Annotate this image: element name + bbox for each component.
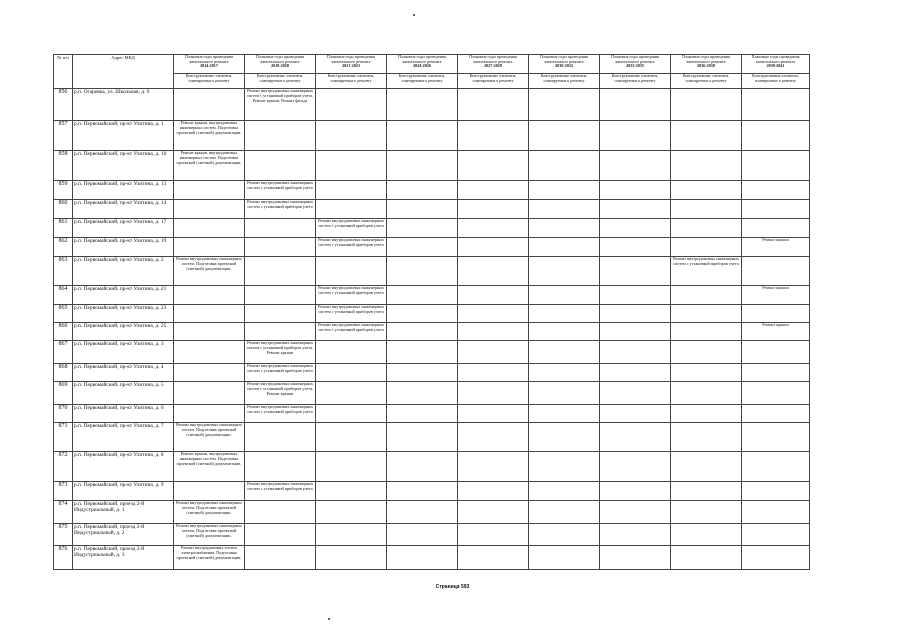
work-cell	[742, 257, 810, 286]
work-cell	[671, 89, 742, 121]
work-cell	[671, 405, 742, 423]
row-address: р.п. Первомайский, пр-кт Улитина, д. 14	[73, 200, 174, 219]
period-years: 2036-2038	[697, 63, 715, 69]
period-header	[529, 55, 600, 74]
row-address: р.п. Первомайский, пр-кт Улитина, д. 6	[73, 405, 174, 423]
table-row	[54, 482, 810, 501]
work-cell: Ремонт крыши, внутридомовых инженерных систем. Подготовка проектной (сметной) документации.	[174, 121, 245, 151]
work-cell	[742, 524, 810, 546]
period-years: 2024-2026	[413, 63, 431, 69]
row-address: р.п. Первомайский, пр-кт Улитина, д. 7	[73, 423, 174, 452]
work-cell	[387, 238, 458, 257]
work-cell	[458, 501, 529, 524]
period-label: Плановые годы проведения капитального ремонта	[326, 54, 376, 64]
period-header	[458, 55, 529, 74]
work-cell	[600, 452, 671, 482]
row-number: 865	[54, 305, 73, 323]
work-cell	[245, 423, 316, 452]
period-subheader: Конструктивные элементы, планируемые к ремонту	[671, 74, 742, 89]
work-cell	[316, 151, 387, 181]
period-years: 2021-2023	[342, 63, 360, 69]
work-cell	[387, 423, 458, 452]
work-cell	[245, 524, 316, 546]
work-cell	[174, 405, 245, 423]
table-row	[54, 305, 810, 323]
row-address: р.п. Первомайский, пр-кт Улитина, д. 17	[73, 219, 174, 238]
work-cell	[316, 382, 387, 405]
work-cell	[600, 364, 671, 382]
row-address: р.п. Первомайский, пр-кт Улитина, д. 13	[73, 181, 174, 200]
row-address: р.п. Первомайский, пр-кт Улитина, д. 9	[73, 482, 174, 501]
work-cell	[316, 341, 387, 364]
work-cell	[387, 405, 458, 423]
work-cell	[529, 286, 600, 305]
work-cell: Ремонт внутридомовых инженерных систем с установкой приборов учета	[316, 286, 387, 305]
work-cell	[174, 219, 245, 238]
row-address: р.п. Первомайский, пр-кт Улитина, д. 25	[73, 323, 174, 341]
work-cell	[529, 151, 600, 181]
period-label: Плановые годы проведения капитального ремонта	[468, 54, 518, 64]
row-number: 874	[54, 501, 73, 524]
work-cell	[174, 200, 245, 219]
work-cell	[600, 257, 671, 286]
work-cell	[458, 382, 529, 405]
table-row	[54, 200, 810, 219]
work-cell	[600, 323, 671, 341]
row-number: 866	[54, 323, 73, 341]
work-cell	[245, 121, 316, 151]
work-cell	[671, 151, 742, 181]
work-cell	[742, 482, 810, 501]
row-number: 873	[54, 482, 73, 501]
work-cell	[387, 305, 458, 323]
work-cell	[245, 305, 316, 323]
period-header	[600, 55, 671, 74]
work-cell	[245, 452, 316, 482]
work-cell	[671, 219, 742, 238]
work-cell	[742, 452, 810, 482]
work-cell	[742, 219, 810, 238]
work-cell	[387, 121, 458, 151]
work-cell	[671, 452, 742, 482]
work-cell	[174, 89, 245, 121]
table-row	[54, 181, 810, 200]
work-cell: Ремонт внутридомовых инженерных систем. Подготовка проектной (сметной) документации.	[174, 501, 245, 524]
work-cell	[387, 482, 458, 501]
table-row	[54, 286, 810, 305]
work-cell	[600, 423, 671, 452]
work-cell	[245, 151, 316, 181]
work-cell	[316, 482, 387, 501]
work-cell	[529, 219, 600, 238]
work-cell	[600, 524, 671, 546]
work-cell	[174, 341, 245, 364]
work-cell	[671, 181, 742, 200]
work-cell	[742, 305, 810, 323]
table-row	[54, 382, 810, 405]
row-number: 867	[54, 341, 73, 364]
work-cell	[458, 286, 529, 305]
work-cell	[245, 323, 316, 341]
work-cell	[529, 257, 600, 286]
table-row	[54, 323, 810, 341]
scan-speck	[413, 14, 415, 16]
work-cell	[600, 286, 671, 305]
work-cell	[742, 181, 810, 200]
row-address: р.п. Первомайский, пр-кт Улитина, д. 21	[73, 286, 174, 305]
period-subheader: Конструктивные элементы, планируемые к ремонту	[245, 74, 316, 89]
work-cell	[529, 238, 600, 257]
work-cell	[458, 524, 529, 546]
work-cell	[316, 257, 387, 286]
scan-speck	[328, 618, 330, 620]
row-address: р.п. Огаревка, ул. Школьная, д. 9	[73, 89, 174, 121]
work-cell	[458, 405, 529, 423]
work-cell	[458, 452, 529, 482]
work-cell: Ремонт внутридомовых инженерных систем. Подготовка проектной (сметной) документации.	[174, 524, 245, 546]
row-number: 864	[54, 286, 73, 305]
work-cell: Ремонт крыши	[742, 238, 810, 257]
work-cell	[742, 546, 810, 570]
work-cell: Ремонт внутридомовых систем электроснабжения. Подготовка проектной (сметной) документации.	[174, 546, 245, 570]
work-cell	[600, 405, 671, 423]
table-row	[54, 341, 810, 364]
work-cell	[671, 238, 742, 257]
work-cell	[458, 89, 529, 121]
capital-repair-table	[53, 54, 810, 570]
work-cell: Ремонт внутридомовых инженерных систем с установкой приборов учета	[316, 305, 387, 323]
period-header	[387, 55, 458, 74]
row-address: р.п. Первомайский, пр-кт Улитина, д. 10	[73, 151, 174, 181]
work-cell	[529, 423, 600, 452]
table-row	[54, 151, 810, 181]
work-cell	[529, 364, 600, 382]
work-cell	[316, 121, 387, 151]
work-cell	[529, 546, 600, 570]
work-cell	[174, 181, 245, 200]
work-cell	[671, 364, 742, 382]
work-cell	[600, 341, 671, 364]
work-cell	[174, 286, 245, 305]
table-row	[54, 501, 810, 524]
work-cell	[529, 200, 600, 219]
table-row	[54, 452, 810, 482]
period-subheader: Конструктивные элементы, планируемые к ремонту	[387, 74, 458, 89]
work-cell: Ремонт крыши	[742, 286, 810, 305]
work-cell: Ремонт внутридомовых инженерных систем с установкой приборов учета, Ремонт крыши, Ремонт фасада	[245, 89, 316, 121]
work-cell	[671, 382, 742, 405]
work-cell	[316, 364, 387, 382]
row-number: 869	[54, 382, 73, 405]
work-cell	[742, 341, 810, 364]
work-cell	[387, 524, 458, 546]
period-label: Плановые годы проведения капитального ремонта	[184, 54, 234, 64]
period-subheader: Конструктивные элементы, планируемые к ремонту	[529, 74, 600, 89]
row-number: 862	[54, 238, 73, 257]
work-cell	[316, 423, 387, 452]
period-header	[742, 55, 810, 74]
table-row	[54, 238, 810, 257]
work-cell	[529, 305, 600, 323]
work-cell: Ремонт внутридомовых инженерных систем с установкой приборов учета	[245, 364, 316, 382]
row-address: р.п. Первомайский, пр-кт Улитина, д. 2	[73, 257, 174, 286]
work-cell	[174, 305, 245, 323]
work-cell	[742, 200, 810, 219]
work-cell	[387, 382, 458, 405]
work-cell	[742, 89, 810, 121]
work-cell	[316, 405, 387, 423]
work-cell	[387, 181, 458, 200]
work-cell: Ремонт внутридомовых инженерных систем с установкой приборов учета	[316, 219, 387, 238]
period-years: 2018-2020	[271, 63, 289, 69]
work-cell	[671, 524, 742, 546]
column-header-address: Адрес МКД	[73, 55, 174, 89]
period-subheader: Конструктивные элементы, планируемые к ремонту	[458, 74, 529, 89]
work-cell	[458, 546, 529, 570]
table-row	[54, 423, 810, 452]
work-cell	[245, 238, 316, 257]
table-row	[54, 219, 810, 238]
row-address: р.п. Первомайский, проезд 2-й Индустриальный, д. 1	[73, 501, 174, 524]
row-number: 856	[54, 89, 73, 121]
work-cell	[671, 482, 742, 501]
work-cell	[316, 546, 387, 570]
table-row	[54, 546, 810, 570]
row-number: 863	[54, 257, 73, 286]
table-row	[54, 121, 810, 151]
work-cell	[458, 181, 529, 200]
work-cell	[387, 257, 458, 286]
row-number: 858	[54, 151, 73, 181]
work-cell	[600, 121, 671, 151]
work-cell: Ремонт внутридомовых инженерных систем. Подготовка проектной (сметной) документации.	[174, 423, 245, 452]
period-label: Плановые годы проведения капитального ремонта	[751, 54, 800, 64]
row-number: 872	[54, 452, 73, 482]
work-cell	[245, 546, 316, 570]
work-cell	[245, 501, 316, 524]
work-cell	[387, 364, 458, 382]
row-number: 871	[54, 423, 73, 452]
work-cell	[600, 501, 671, 524]
work-cell: Ремонт внутридомовых инженерных систем с установкой приборов учета	[245, 405, 316, 423]
table-row	[54, 89, 810, 121]
work-cell	[387, 286, 458, 305]
row-address: р.п. Первомайский, пр-кт Улитина, д. 19	[73, 238, 174, 257]
work-cell: Ремонт внутридомовых инженерных систем с установкой приборов учета	[316, 238, 387, 257]
row-address: р.п. Первомайский, пр-кт Улитина, д. 3	[73, 341, 174, 364]
work-cell	[387, 546, 458, 570]
work-cell	[174, 238, 245, 257]
work-cell	[387, 452, 458, 482]
period-subheader: Конструктивные элементы, планируемые к ремонту	[600, 74, 671, 89]
work-cell: Ремонт крыши, внутридомовых инженерных систем. Подготовка проектной (сметной) документации.	[174, 151, 245, 181]
work-cell	[600, 238, 671, 257]
work-cell	[671, 546, 742, 570]
work-cell	[458, 257, 529, 286]
period-subheader: Конструктивные элементы, планируемые к ремонту	[316, 74, 387, 89]
work-cell	[529, 405, 600, 423]
period-header	[316, 55, 387, 74]
work-cell	[387, 341, 458, 364]
period-years: 2033-2035	[626, 63, 644, 69]
work-cell	[671, 323, 742, 341]
work-cell	[529, 452, 600, 482]
page-number: Страница 593	[435, 584, 470, 590]
period-years: 2027-2029	[484, 63, 502, 69]
work-cell: Ремонт крыши, внутридомовых инженерных систем. Подготовка проектной (сметной) документации.	[174, 452, 245, 482]
work-cell	[316, 524, 387, 546]
row-address: р.п. Первомайский, пр-кт Улитина, д. 5	[73, 382, 174, 405]
work-cell	[600, 482, 671, 501]
work-cell	[600, 382, 671, 405]
work-cell	[316, 501, 387, 524]
work-cell	[458, 482, 529, 501]
row-number: 876	[54, 546, 73, 570]
work-cell: Ремонт внутридомовых инженерных систем с установкой приборов учета	[671, 257, 742, 286]
work-cell	[742, 364, 810, 382]
work-cell	[600, 151, 671, 181]
work-cell: Ремонт крыши	[742, 323, 810, 341]
work-cell	[458, 364, 529, 382]
row-number: 861	[54, 219, 73, 238]
period-label: Плановые годы проведения капитального ремонта	[397, 54, 447, 64]
work-cell	[458, 323, 529, 341]
table-row	[54, 257, 810, 286]
work-cell	[671, 286, 742, 305]
work-cell: Ремонт внутридомовых инженерных систем с установкой приборов учета	[245, 181, 316, 200]
work-cell	[316, 89, 387, 121]
row-number: 868	[54, 364, 73, 382]
work-cell	[742, 405, 810, 423]
period-years: 2039-2041	[766, 63, 785, 69]
work-cell	[529, 323, 600, 341]
work-cell	[742, 151, 810, 181]
period-years: 2014-2017	[200, 63, 218, 69]
period-label: Плановые годы проведения капитального ремонта	[610, 54, 660, 64]
row-number: 859	[54, 181, 73, 200]
work-cell	[529, 382, 600, 405]
row-address: р.п. Первомайский, пр-кт Улитина, д. 4	[73, 364, 174, 382]
work-cell	[245, 286, 316, 305]
work-cell	[529, 181, 600, 200]
work-cell: Ремонт внутридомовых инженерных систем. Подготовка проектной (сметной) документации.	[174, 257, 245, 286]
row-address: р.п. Первомайский, пр-кт Улитина, д. 23	[73, 305, 174, 323]
work-cell	[245, 257, 316, 286]
work-cell	[387, 501, 458, 524]
work-cell	[458, 200, 529, 219]
work-cell: Ремонт внутридомовых инженерных систем с установкой приборов учета	[245, 482, 316, 501]
work-cell	[174, 482, 245, 501]
row-number: 857	[54, 121, 73, 151]
period-subheader: Конструктивные элементы, планируемые к ремонту	[174, 74, 245, 89]
work-cell	[671, 501, 742, 524]
row-number: 870	[54, 405, 73, 423]
work-cell	[316, 181, 387, 200]
work-cell	[387, 89, 458, 121]
table-row	[54, 364, 810, 382]
table-row	[54, 524, 810, 546]
period-header	[174, 55, 245, 74]
work-cell: Ремонт внутридомовых инженерных систем с установкой приборов учета	[245, 200, 316, 219]
row-number: 860	[54, 200, 73, 219]
column-header-number: № п/п	[54, 55, 73, 89]
work-cell	[600, 546, 671, 570]
work-cell	[529, 341, 600, 364]
work-cell	[174, 364, 245, 382]
work-cell	[387, 323, 458, 341]
period-subheader: Конструктивные элементы, планируемые к ремонту	[742, 74, 810, 89]
period-label: Плановые годы проведения капитального ремонта	[255, 54, 305, 64]
work-cell	[458, 238, 529, 257]
work-cell	[458, 151, 529, 181]
work-cell	[529, 501, 600, 524]
work-cell	[600, 219, 671, 238]
work-cell	[600, 181, 671, 200]
work-cell	[671, 200, 742, 219]
work-cell: Ремонт внутридомовых инженерных систем с установкой приборов учета, Ремонт крыши	[245, 341, 316, 364]
work-cell	[174, 382, 245, 405]
period-header	[245, 55, 316, 74]
row-address: р.п. Первомайский, пр-кт Улитина, д. 8	[73, 452, 174, 482]
row-number: 875	[54, 524, 73, 546]
period-header	[671, 55, 742, 74]
work-cell	[316, 200, 387, 219]
work-cell	[387, 219, 458, 238]
work-cell	[458, 341, 529, 364]
work-cell	[458, 121, 529, 151]
period-label: Плановые годы проведения капитального ремонта	[539, 54, 589, 64]
work-cell	[387, 200, 458, 219]
work-cell	[671, 305, 742, 323]
work-cell: Ремонт внутридомовых инженерных систем с установкой приборов учета	[316, 323, 387, 341]
work-cell	[600, 89, 671, 121]
work-cell	[600, 305, 671, 323]
work-cell	[387, 151, 458, 181]
work-cell	[245, 219, 316, 238]
work-cell	[529, 482, 600, 501]
work-cell	[458, 219, 529, 238]
work-cell	[529, 121, 600, 151]
work-cell	[671, 121, 742, 151]
period-years: 2030-2032	[555, 63, 573, 69]
work-cell	[458, 305, 529, 323]
row-address: р.п. Первомайский, пр-кт Улитина, д. 1	[73, 121, 174, 151]
work-cell	[600, 200, 671, 219]
work-cell	[529, 89, 600, 121]
work-cell	[742, 423, 810, 452]
work-cell: Ремонт внутридомовых инженерных систем с установкой приборов учета, Ремонт крыши	[245, 382, 316, 405]
row-address: р.п. Первомайский, проезд 2-й Индустриальный, д. 2	[73, 524, 174, 546]
work-cell	[742, 501, 810, 524]
work-cell	[742, 121, 810, 151]
work-cell	[174, 323, 245, 341]
work-cell	[671, 341, 742, 364]
period-label: Плановые годы проведения капитального ремонта	[681, 54, 731, 64]
work-cell	[742, 382, 810, 405]
work-cell	[529, 524, 600, 546]
work-cell	[671, 423, 742, 452]
work-cell	[458, 423, 529, 452]
row-address: р.п. Первомайский, проезд 2-й Индустриальный, д. 3	[73, 546, 174, 570]
table-row	[54, 405, 810, 423]
work-cell	[316, 452, 387, 482]
